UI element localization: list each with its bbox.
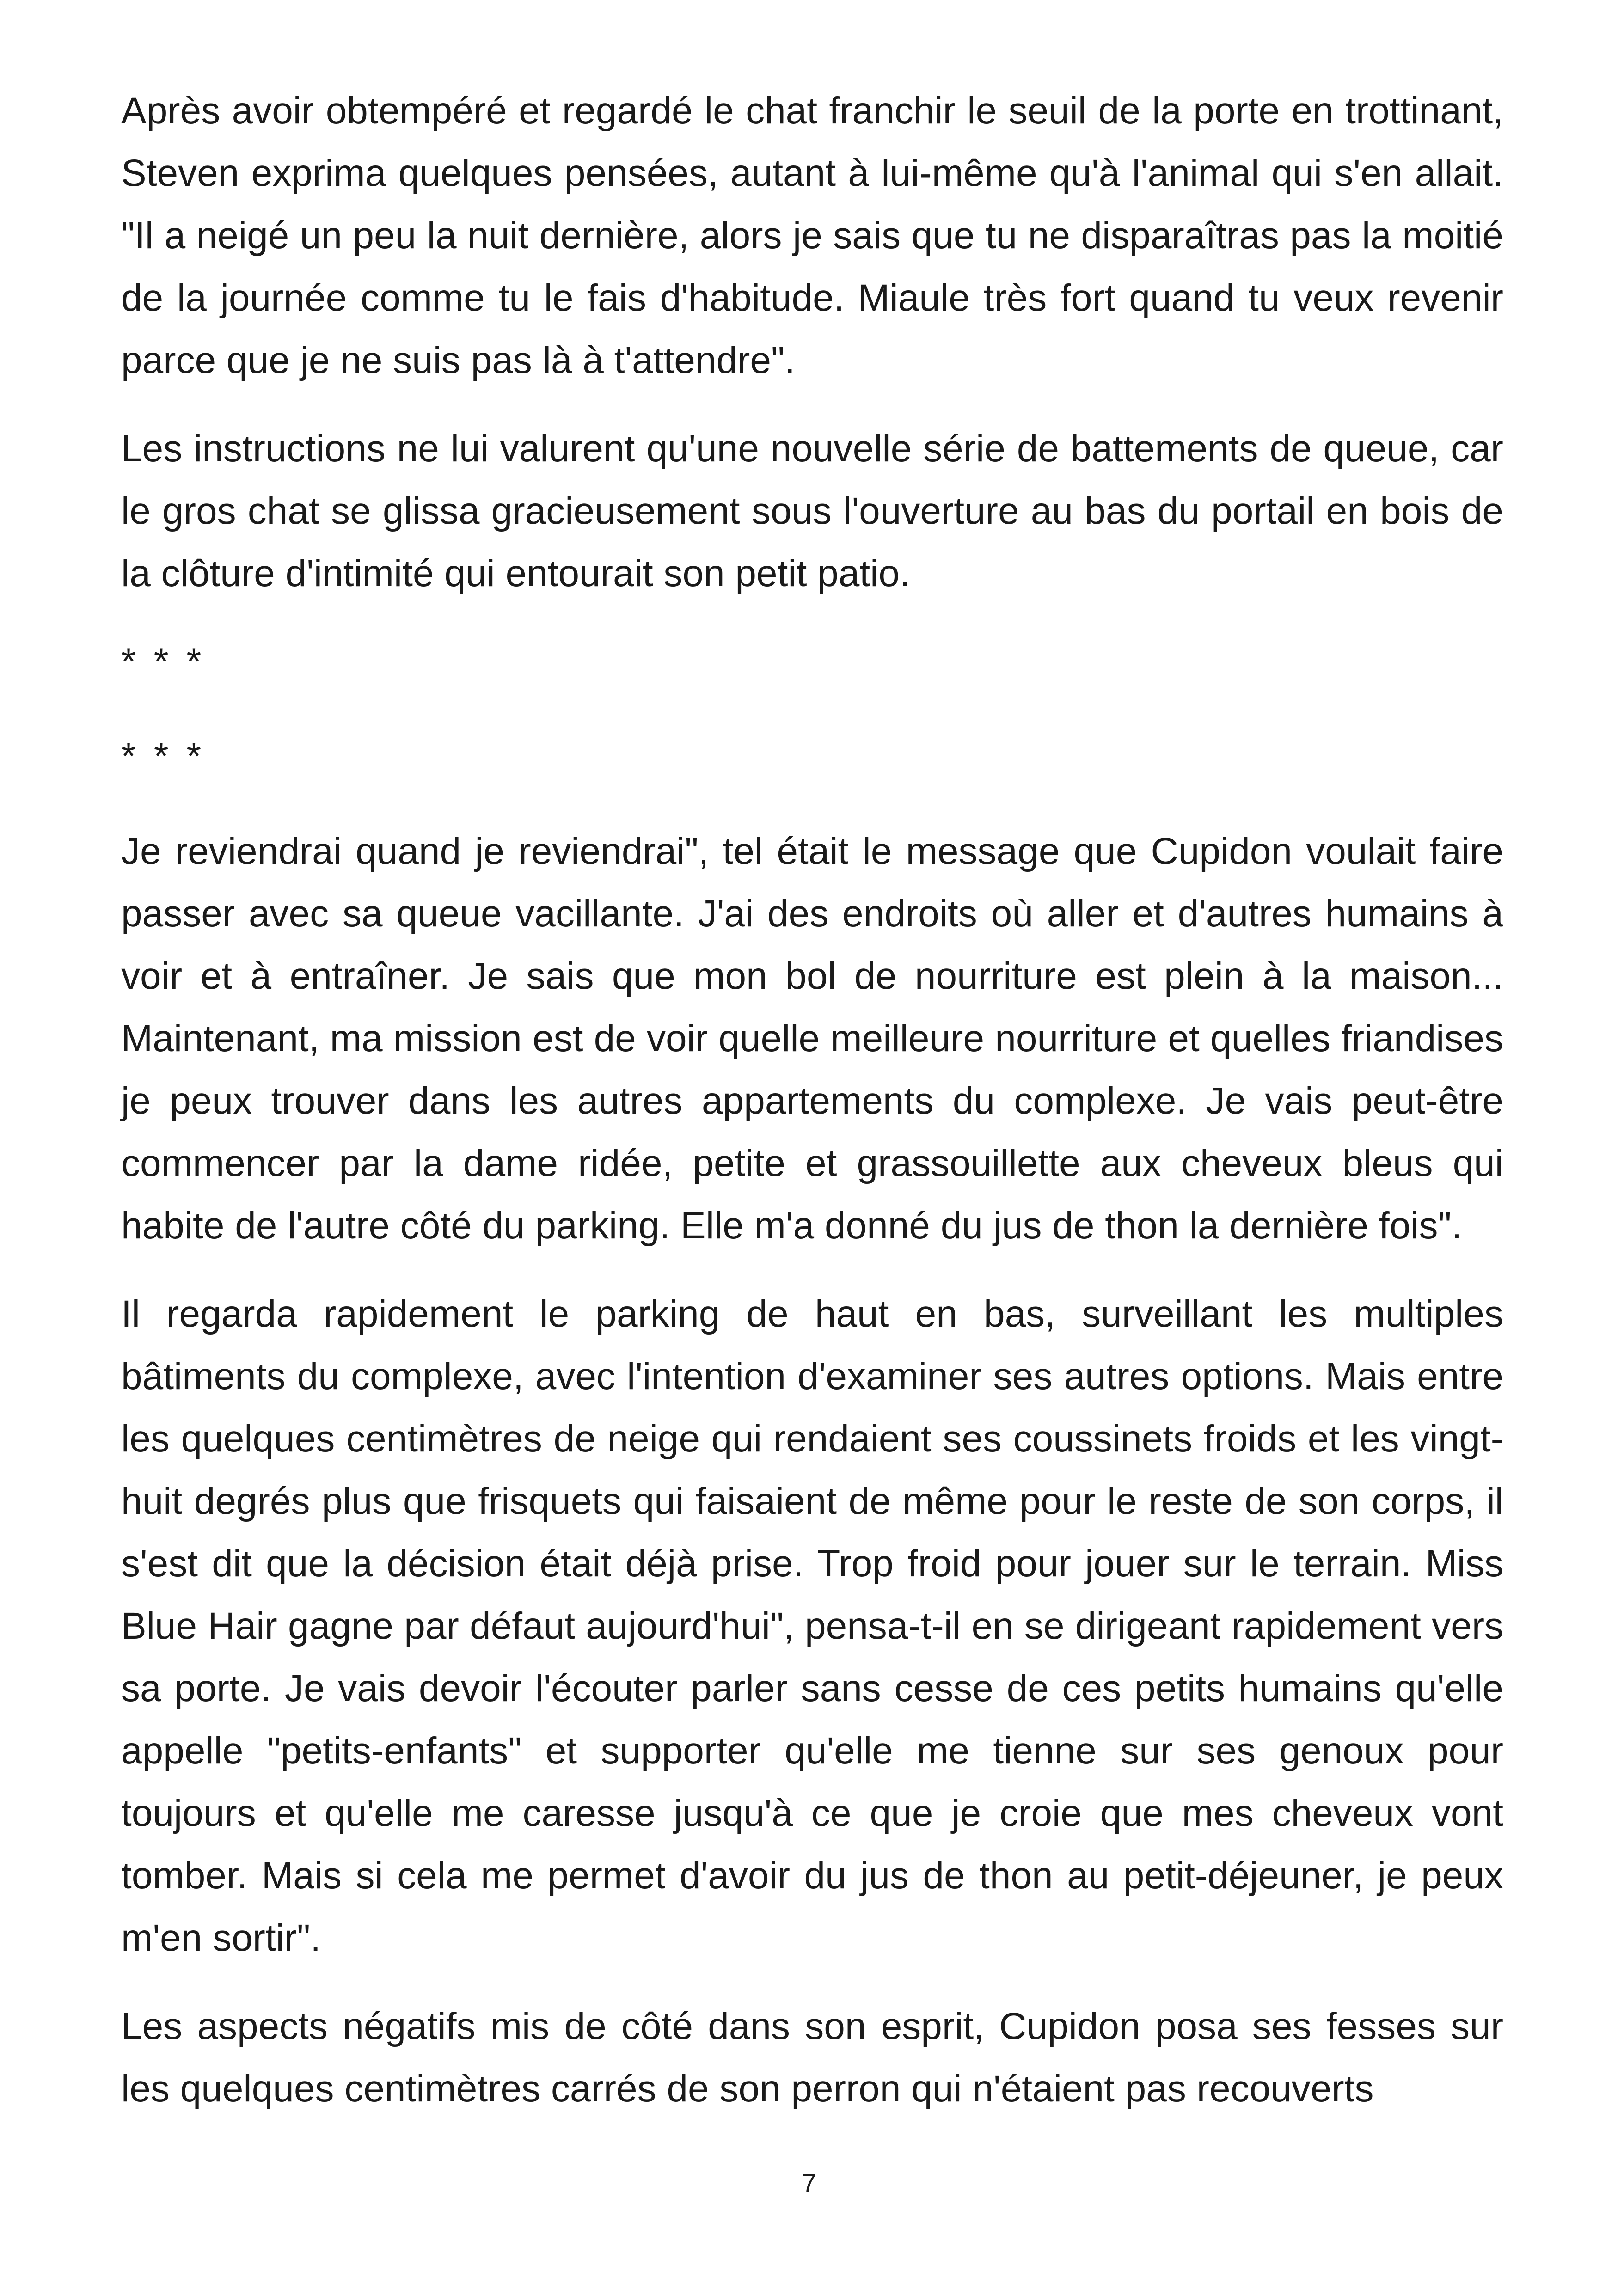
- body-text: [121, 80, 1503, 2120]
- paragraph-3: Je reviendrai quand je reviendrai", tel était le message que Cupidon voulait faire passer avec sa queue vacillante. J'ai des endroits où aller et d'autres humains à voir et à entraîner. Je sais que mon bol de nourriture est plein à la maison... Maintenant, ma mission est de voir quelle meilleure nourriture et quelles friandises je peux trouver dans les autres appartements du complexe. Je vais peut-être commencer par la dame ridée, petite et grassouillette aux cheveux bleus qui habite de l'autre côté du parking. Elle m'a donné du jus de thon la dernière fois".: [121, 830, 1503, 1247]
- paragraph-5: Les aspects négatifs mis de côté dans son esprit, Cupidon posa ses fesses sur les quelques centimètres carrés de son perron qui n'étaient pas recouverts: [121, 2005, 1503, 2110]
- section-separator-1: * * *: [121, 641, 205, 683]
- paragraph-1: Après avoir obtempéré et regardé le chat franchir le seuil de la porte en trottinant, Steven exprima quelques pensées, autant à lui-même qu'à l'animal qui s'en allait. "Il a neigé un peu la nuit dernière, alors je sais que tu ne disparaîtras pas la moitié de la journée comme tu le fais d'habitude. Miaule très fort quand tu veux revenir parce que je ne suis pas là à t'attendre".: [121, 90, 1503, 381]
- paragraph-4: Il regarda rapidement le parking de haut en bas, surveillant les multiples bâtiments du complexe, avec l'intention d'examiner ses autres options. Mais entre les quelques centimètres de neige qui rendaient ses coussinets froids et les vingt-huit degrés plus que frisquets qui faisaient de même pour le reste de son corps, il s'est dit que la décision était déjà prise. Trop froid pour jouer sur le terrain. Miss Blue Hair gagne par défaut aujourd'hui", pensa-t-il en se dirigeant rapidement vers sa porte. Je vais devoir l'écouter parler sans cesse de ces petits humains qu'elle appelle "petits-enfants" et supporter qu'elle me tienne sur ses genoux pour toujours et qu'elle me caresse jusqu'à ce que je croie que mes cheveux vont tomber. Mais si cela me permet d'avoir du jus de thon au petit-déjeuner, je peux m'en sortir".: [121, 1293, 1503, 1959]
- paragraph-2: Les instructions ne lui valurent qu'une nouvelle série de battements de queue, car le gros chat se glissa gracieusement sous l'ouverture au bas du portail en bois de la clôture d'intimité qui entourait son petit patio.: [121, 428, 1503, 594]
- page-number: 7: [801, 2168, 817, 2198]
- section-separator-2: * * *: [121, 735, 205, 778]
